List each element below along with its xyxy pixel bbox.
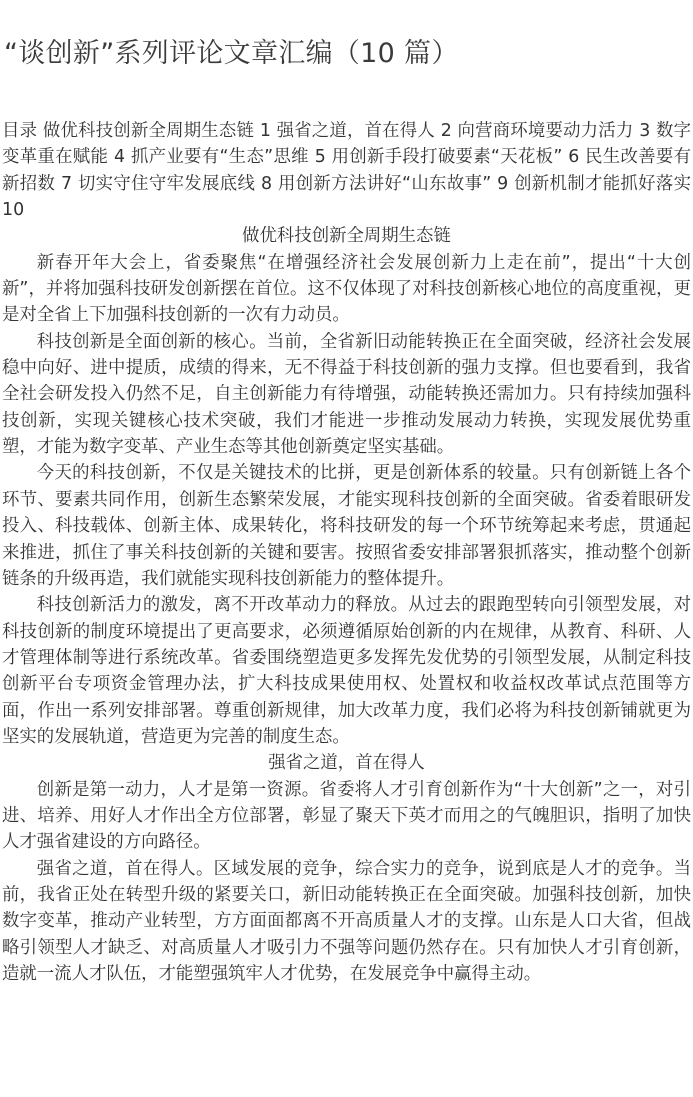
paragraph: 创新是第一动力，人才是第一资源。省委将人才引育创新作为“十大创新”之一，对引进、培养、用好人才作出全方位部署，彰显了聚天下英才而用之的气魄胆识，指明了加快人才强省建设的方向路径。 [2, 779, 691, 853]
table-of-contents: 目录 做优科技创新全周期生态链 1 强省之道，首在得人 2 向营商环境要动力活力 3 数字变革重在赋能 4 抓产业要有“生态”思维 5 用创新手段打破要素“天花板” 6 民生改善要有新招数 7 切实守住守牢发展底线 8 用创新方法讲好“山东故事” 9 创新机制才能抓好落实 10 [2, 121, 691, 221]
section-heading: 强省之道，首在得人 [268, 753, 425, 774]
paragraph: 科技创新是全面创新的核心。当前，全省新旧动能转换正在全面突破，经济社会发展稳中向好、进中提质，成绩的得来，无不得益于科技创新的强力支撑。但也要看到，我省全社会研发投入仍然不足，自主创新能力有待增强，动能转换还需加力。只有持续加强科技创新，实现关键核心技术突破，我们才能进一步推动发展动力转换，实现发展优势重塑，才能为数字变革、产业生态等其他创新奠定坚实基础。 [2, 331, 691, 458]
paragraph: 今天的科技创新，不仅是关键技术的比拼，更是创新体系的较量。只有创新链上各个环节、要素共同作用，创新生态繁荣发展，才能实现科技创新的全面突破。省委着眼研发投入、科技载体、创新主体、成果转化，将科技研发的每一个环节统筹起来考虑，贯通起来推进，抓住了事关科技创新的关键和要害。按照省委安排部署狠抓落实，推动整个创新链条的升级再造，我们就能实现科技创新能力的整体提升。 [2, 463, 691, 589]
paragraph: 科技创新活力的激发，离不开改革动力的释放。从过去的跟跑型转向引领型发展，对科技创新的制度环境提出了更高要求，必须遵循原始创新的内在规律，从教育、科研、人才管理体制等进行系统改革。省委围绕塑造更多发挥先发优势的引领型发展，从制定科技创新平台专项资金管理办法，扩大科技成果使用权、处置权和收益权改革试点范围等方面，作出一系列安排部署。尊重创新规律，加大改革力度，我们必将为科技创新铺就更为坚实的发展轨道，营造更为完善的制度生态。 [2, 595, 691, 747]
paragraph: 新春开年大会上，省委聚焦“在增强经济社会发展创新力上走在前”，提出“十大创新”，并将加强科技研发创新摆在首位。这不仅体现了对科技创新核心地位的高度重视，更是对全省上下加强科技创新的一次有力动员。 [2, 252, 691, 326]
paragraph: 强省之道，首在得人。区域发展的竞争，综合实力的竞争，说到底是人才的竞争。当前，我省正处在转型升级的紧要关口，新旧动能转换正在全面突破。加强科技创新，加快数字变革，推动产业转型，方方面面都离不开高质量人才的支撑。山东是人口大省，但战略引领型人才缺乏、对高质量人才吸引力不强等问题仍然存在。只有加快人才引育创新，造就一流人才队伍，才能塑强筑牢人才优势，在发展竞争中赢得主动。 [2, 858, 691, 984]
document-title: “谈创新”系列评论文章汇编（10 篇） [4, 38, 459, 69]
document-body [2, 118, 691, 987]
section-heading: 做优科技创新全周期生态链 [242, 226, 451, 247]
